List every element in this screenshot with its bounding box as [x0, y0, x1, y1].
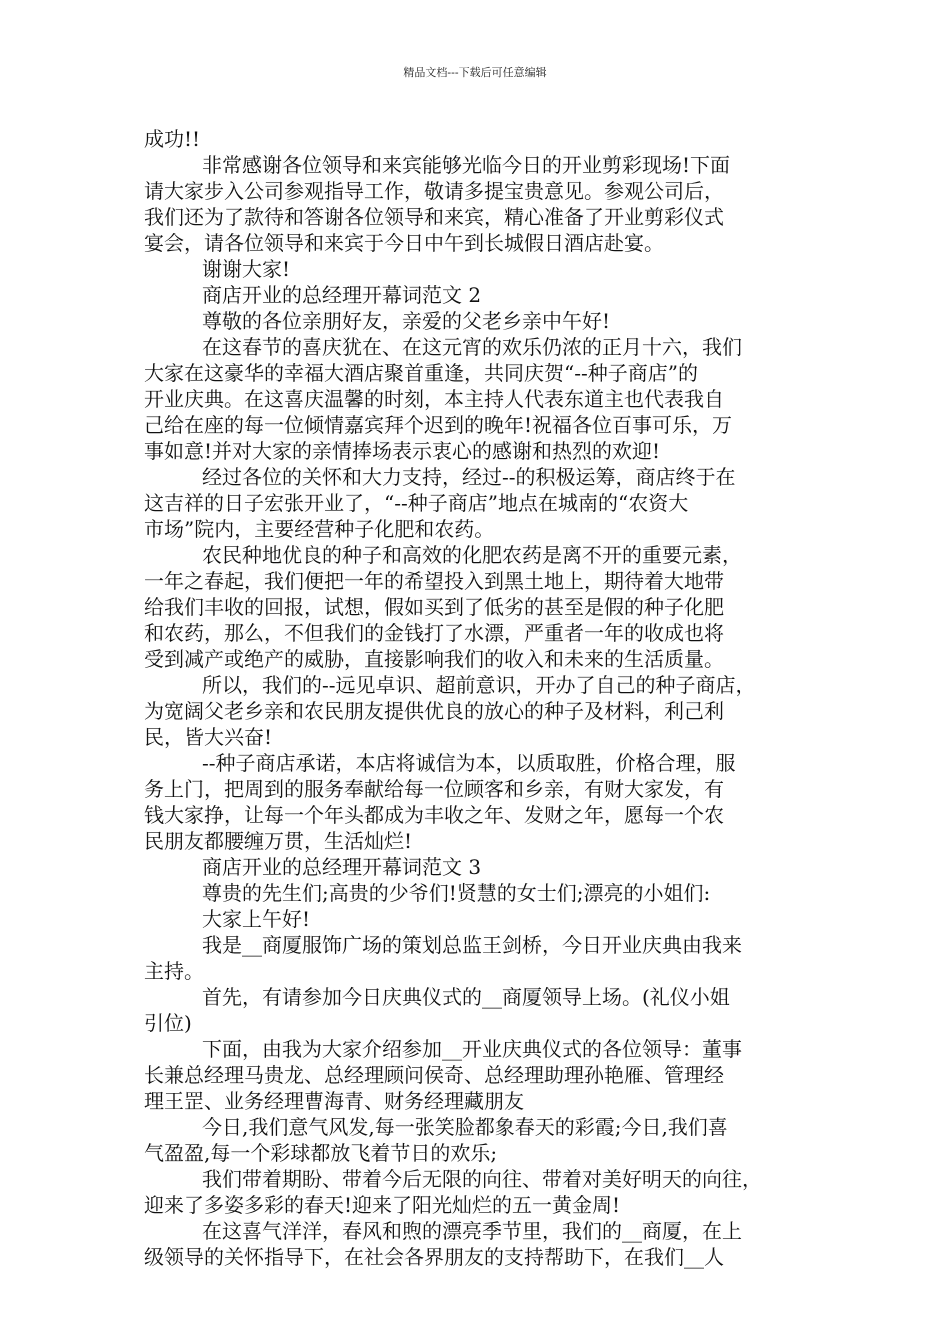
text-line: 开业庆典。在这喜庆温馨的时刻，本主持人代表东道主也代表我自	[144, 387, 724, 411]
text-line: 己给在座的每一位倾情嘉宾拜个迟到的晚年!祝福各位百事可乐，万	[144, 413, 733, 437]
text-line: 尊敬的各位亲朋好友，亲爱的父老乡亲中午好!	[202, 309, 611, 333]
text-line: 今日,我们意气风发,每一张笑脸都象春天的彩霞;今日,我们喜	[202, 1115, 728, 1139]
text-line: 我们带着期盼、带着今后无限的向往、带着对美好明天的向往，	[202, 1167, 762, 1191]
text-line: 请大家步入公司参观指导工作，敬请多提宝贵意见。参观公司后，	[144, 179, 724, 203]
text-line: 大家在这豪华的幸福大酒店聚首重逢，共同庆贺“--种子商店”的	[144, 361, 698, 385]
text-line: 市场”院内，主要经营种子化肥和农药。	[144, 517, 495, 541]
text-line: 谢谢大家!	[202, 257, 291, 281]
text-line: 级领导的关怀指导下，在社会各界朋友的支持帮助下，在我们__人	[144, 1245, 724, 1269]
text-line: 我们还为了款待和答谢各位领导和来宾，精心准备了开业剪彩仪式	[144, 205, 724, 229]
text-line: 在这喜气洋洋，春风和煦的漂亮季节里，我们的__商厦，在上	[202, 1219, 742, 1243]
text-line: 农民种地优良的种子和高效的化肥农药是离不开的重要元素，	[202, 543, 742, 567]
text-line: 钱大家挣，让每一个年头都成为丰收之年、发财之年，愿每一个农	[144, 803, 724, 827]
text-line: 引位)	[144, 1011, 192, 1035]
text-line: 这吉祥的日子宏张开业了，“--种子商店”地点在城南的“农资大	[144, 491, 689, 515]
text-line: 长兼总经理马贵龙、总经理顾问侯奇、总经理助理孙艳雁、管理经	[144, 1063, 724, 1087]
text-line: 商店开业的总经理开幕词范文 3	[202, 855, 482, 879]
text-line: 一年之春起，我们便把一年的希望投入到黑土地上，期待着大地带	[144, 569, 724, 593]
text-line: 理王罡、业务经理曹海青、财务经理藏朋友	[144, 1089, 524, 1113]
text-line: 民朋友都腰缠万贯，生活灿烂!	[144, 829, 413, 853]
text-line: 和农药，那么，不但我们的金钱打了水漂，严重者一年的收成也将	[144, 621, 724, 645]
text-line: 在这春节的喜庆犹在、在这元宵的欢乐仍浓的正月十六，我们	[202, 335, 742, 359]
text-line: 为宽阔父老乡亲和农民朋友提供优良的放心的种子及材料，利己利	[144, 699, 724, 723]
text-line: 商店开业的总经理开幕词范文 2	[202, 283, 482, 307]
page-header: 精品文档---下载后可任意编辑	[403, 66, 547, 79]
text-line: 下面，由我为大家介绍参加__开业庆典仪式的各位领导：董事	[202, 1037, 742, 1061]
text-line: 首先，有请参加今日庆典仪式的__商厦领导上场。(礼仪小姐	[202, 985, 730, 1009]
text-line: 主持。	[144, 959, 204, 983]
text-line: 给我们丰收的回报，试想，假如买到了低劣的甚至是假的种子化肥	[144, 595, 724, 619]
text-line: 事如意!并对大家的亲情捧场表示衷心的感谢和热烈的欢迎!	[144, 439, 661, 463]
document-body	[144, 126, 810, 1270]
text-line: 民，皆大兴奋!	[144, 725, 273, 749]
text-line: 所以，我们的--远见卓识、超前意识，开办了自己的种子商店，	[202, 673, 756, 697]
text-line: 成功!!	[144, 127, 201, 151]
text-line: 受到减产或绝产的威胁，直接影响我们的收入和未来的生活质量。	[144, 647, 724, 671]
text-line: --种子商店承诺，本店将诚信为本，以质取胜，价格合理，服	[202, 751, 736, 775]
text-line: 经过各位的关怀和大力支持，经过--的积极运筹，商店终于在	[202, 465, 736, 489]
text-line: 非常感谢各位领导和来宾能够光临今日的开业剪彩现场!下面	[202, 153, 731, 177]
text-line: 尊贵的先生们;高贵的少爷们!贤慧的女士们;漂亮的小姐们:	[202, 881, 711, 905]
text-line: 大家上午好!	[202, 907, 311, 931]
text-line: 迎来了多姿多彩的春天!迎来了阳光灿烂的五一黄金周!	[144, 1193, 621, 1217]
text-line: 务上门，把周到的服务奉献给每一位顾客和乡亲，有财大家发，有	[144, 777, 724, 801]
text-line: 宴会，请各位领导和来宾于今日中午到长城假日酒店赴宴。	[144, 231, 664, 255]
text-line: 我是__商厦服饰广场的策划总监王剑桥，今日开业庆典由我来	[202, 933, 742, 957]
text-line: 气盈盈,每一个彩球都放飞着节日的欢乐;	[144, 1141, 498, 1165]
